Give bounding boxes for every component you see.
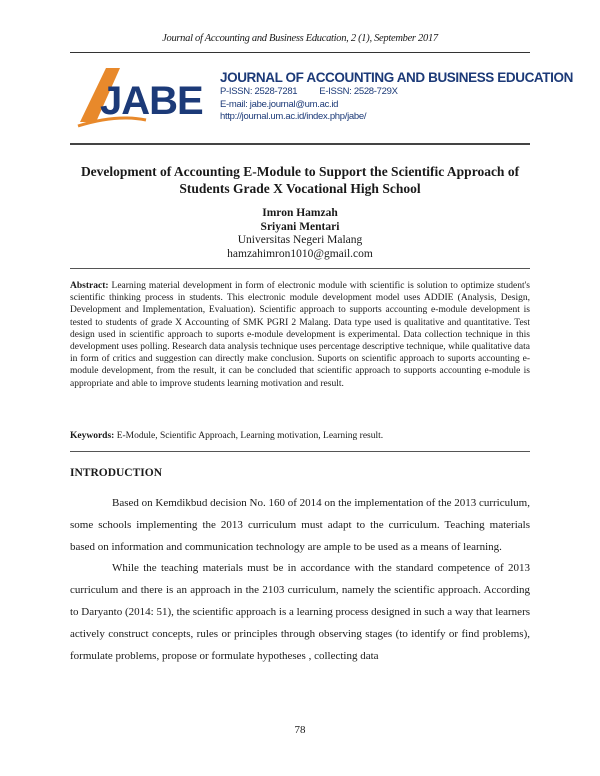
abstract-rule-bottom bbox=[70, 451, 530, 452]
running-head: Journal of Accounting and Business Education, 2 (1), September 2017 bbox=[162, 33, 438, 44]
paragraph: While the teaching materials must be in accordance with the standard competence of 2013 curriculum and there is an approach in the 2103 curriculum, namely the scientific approach. According to Daryanto (2014: 51), the scientific approach is a learning process designed in such a way that learners actively construct concepts, rules or principles through observing stages (to identify or find problems), formulate problems, propose or formulate hypotheses , collecting data bbox=[70, 562, 531, 662]
affiliation: Universitas Negeri Malang bbox=[237, 234, 363, 247]
body-text bbox=[70, 493, 530, 667]
section-heading: INTRODUCTION bbox=[70, 467, 163, 479]
keywords bbox=[70, 431, 530, 441]
author-name: Sriyani Mentari bbox=[260, 220, 340, 233]
issn-row bbox=[220, 86, 573, 99]
abstract-text: Learning material development in form of electronic module with scientific is solution to optimize student's scientific thinking process in students. This electronic module development model uses ADDIE (Analysis, Design, Development and Implementation, Evaluation). Scientific approach to supports accounting e-module development is tested to students of grade X Accounting of SMK PGRI 2 Malang. Data type used is qualitative and quantitative. Test design used in scientific approach to suports e-module development is experimental. Data collection technique in this development uses polling. Research data analysis technique uses percentage descriptive technique, while qualitative data in form of critics and suggestion can directly make conclusion. Suports on scientific approach to suports accounting e-module development, from the result, it can be concluded that scientific approach to supports accounting e-module is appropriate and able to improve students learning motivation and result. bbox=[70, 281, 530, 389]
page-number: 78 bbox=[294, 724, 306, 736]
author-name: Imron Hamzah bbox=[262, 207, 338, 219]
journal-url[interactable]: http://journal.um.ac.id/index.php/jabe/ bbox=[220, 111, 367, 122]
author-block bbox=[70, 207, 530, 261]
author-email[interactable]: hamzahimron1010@gmail.com bbox=[227, 247, 373, 260]
keywords-label: Keywords: bbox=[70, 431, 115, 441]
p-issn: P-ISSN: 2528-7281 bbox=[220, 86, 298, 97]
article-title: Development of Accounting E-Module to Support the Scientific Approach of Students Grade X Vocational High School bbox=[80, 164, 520, 196]
journal-info bbox=[220, 70, 573, 124]
header-rule bbox=[70, 52, 530, 53]
e-issn: E-ISSN: 2528-729X bbox=[319, 86, 398, 97]
paragraph: Based on Kemdikbud decision No. 160 of 2014 on the implementation of the 2013 curriculum, some schools implementing the 2013 curriculum must adapt to the curriculum. Teaching materials based on information and communication technology are ample to be used as a means of learning. bbox=[70, 497, 530, 553]
masthead-rule bbox=[70, 143, 530, 145]
journal-email[interactable]: E-mail: jabe.journal@um.ac.id bbox=[220, 98, 339, 110]
logo-text: JABE bbox=[100, 79, 203, 123]
journal-name: JOURNAL OF ACCOUNTING AND BUSINESS EDUCATION bbox=[220, 70, 573, 85]
abstract-rule-top bbox=[70, 268, 530, 269]
keywords-text: E-Module, Scientific Approach, Learning motivation, Learning result. bbox=[116, 431, 384, 441]
abstract-label: Abstract: bbox=[70, 281, 109, 291]
abstract bbox=[70, 280, 530, 390]
